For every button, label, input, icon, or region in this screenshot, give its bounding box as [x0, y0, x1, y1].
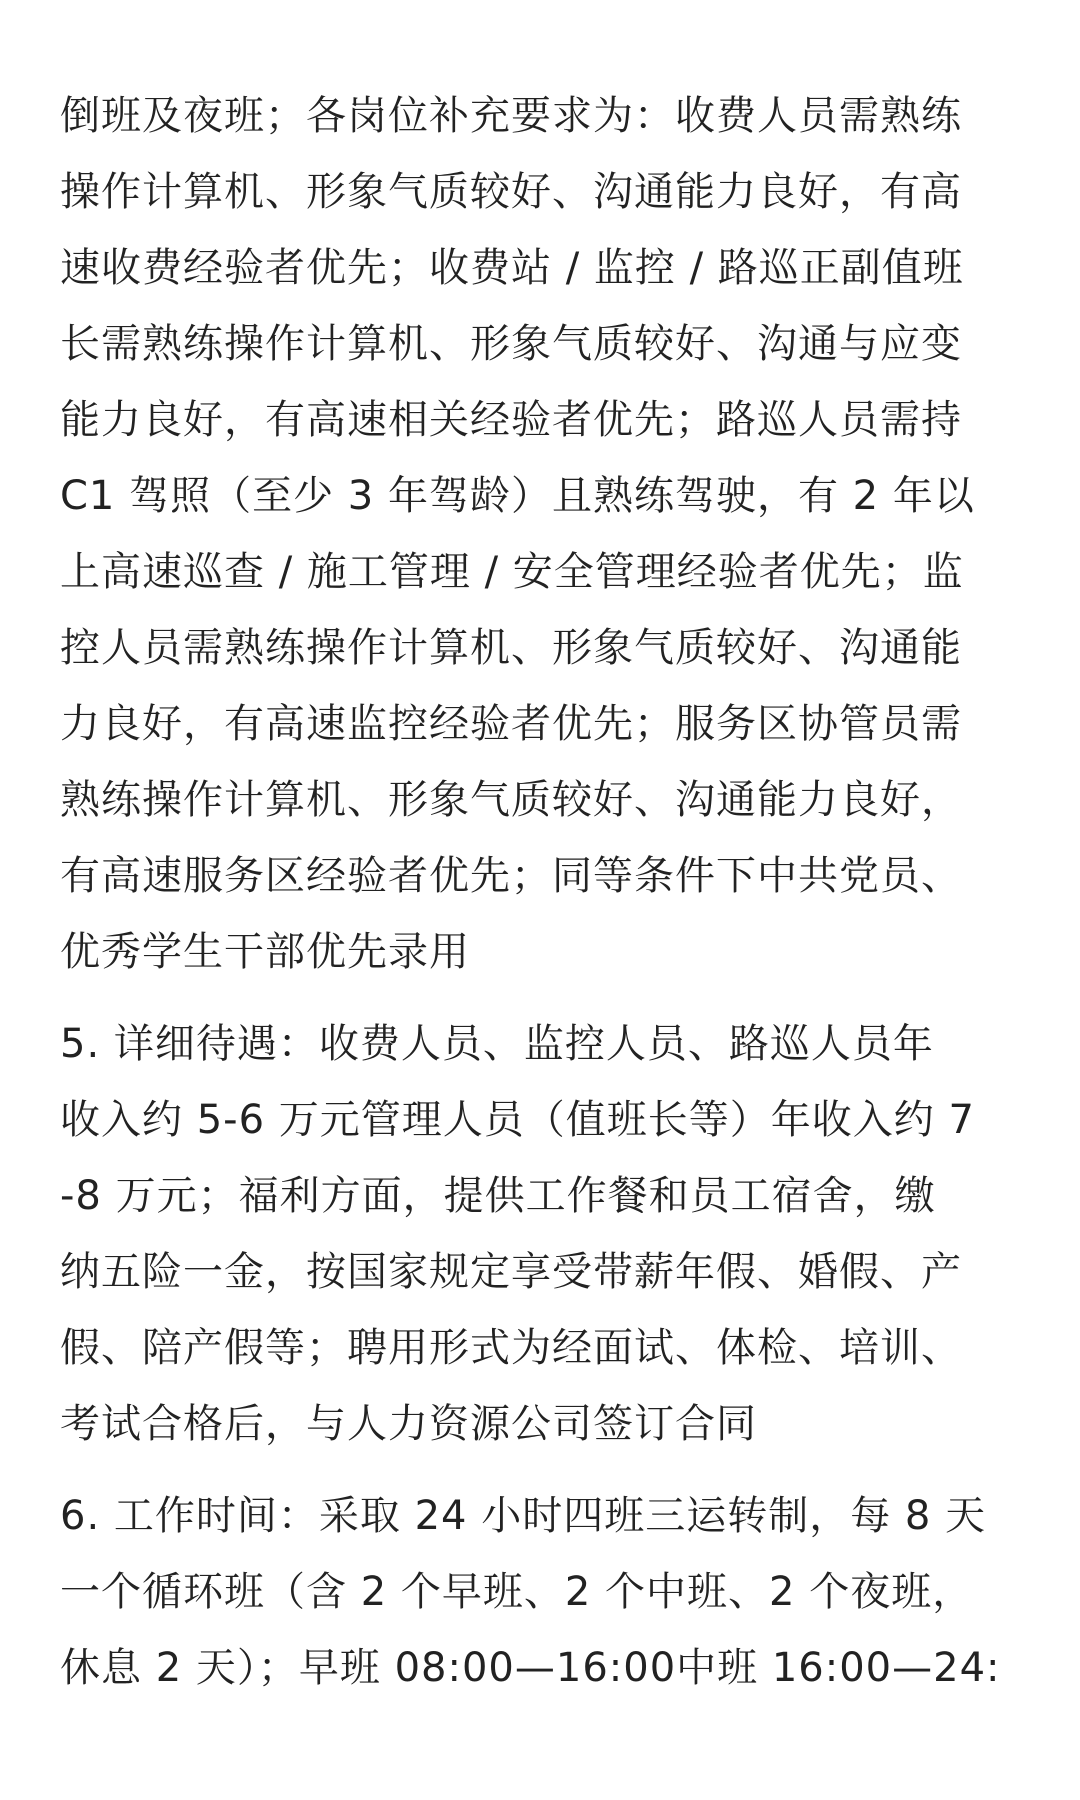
text-line: 操作计算机、形象气质较好、沟通能力良好，有高 [60, 169, 962, 215]
text-line: C1 驾照（至少 3 年驾龄）且熟练驾驶，有 2 年以 [60, 473, 975, 519]
text-line: 能力良好，有高速相关经验者优先；路巡人员需持 [60, 397, 962, 443]
text-line: 假、陪产假等；聘用形式为经面试、体检、培训、 [60, 1325, 962, 1371]
text-line: 纳五险一金，按国家规定享受带薪年假、婚假、产 [60, 1249, 962, 1295]
paragraph-working-hours [60, 1478, 1026, 1706]
text-line: 熟练操作计算机、形象气质较好、沟通能力良好， [60, 777, 962, 823]
text-line: 6. 工作时间：采取 24 小时四班三运转制，每 8 天 [60, 1493, 987, 1539]
text-line: 速收费经验者优先；收费站 / 监控 / 路巡正副值班 [60, 245, 964, 291]
text-line: 休息 2 天）；早班 08:00—16:00中班 16:00—24: [60, 1645, 1001, 1691]
text-line: 倒班及夜班；各岗位补充要求为：收费人员需熟练 [60, 93, 962, 139]
text-line: 上高速巡查 / 施工管理 / 安全管理经验者优先；监 [60, 549, 964, 595]
text-line: 控人员需熟练操作计算机、形象气质较好、沟通能 [60, 625, 962, 671]
text-line: 长需熟练操作计算机、形象气质较好、沟通与应变 [60, 321, 962, 367]
article-body [60, 78, 1026, 1706]
text-line: 一个循环班（含 2 个早班、2 个中班、2 个夜班， [60, 1569, 974, 1615]
text-line: 优秀学生干部优先录用 [60, 929, 470, 975]
text-line: 有高速服务区经验者优先；同等条件下中共党员、 [60, 853, 962, 899]
paragraph-requirements [60, 78, 1026, 990]
paragraph-benefits [60, 1006, 1026, 1462]
text-line: 收入约 5-6 万元管理人员（值班长等）年收入约 7 [60, 1097, 975, 1143]
text-line: 考试合格后，与人力资源公司签订合同 [60, 1401, 757, 1447]
text-line: -8 万元；福利方面，提供工作餐和员工宿舍，缴 [60, 1173, 936, 1219]
text-line: 力良好，有高速监控经验者优先；服务区协管员需 [60, 701, 962, 747]
text-line: 5. 详细待遇：收费人员、监控人员、路巡人员年 [60, 1021, 934, 1067]
